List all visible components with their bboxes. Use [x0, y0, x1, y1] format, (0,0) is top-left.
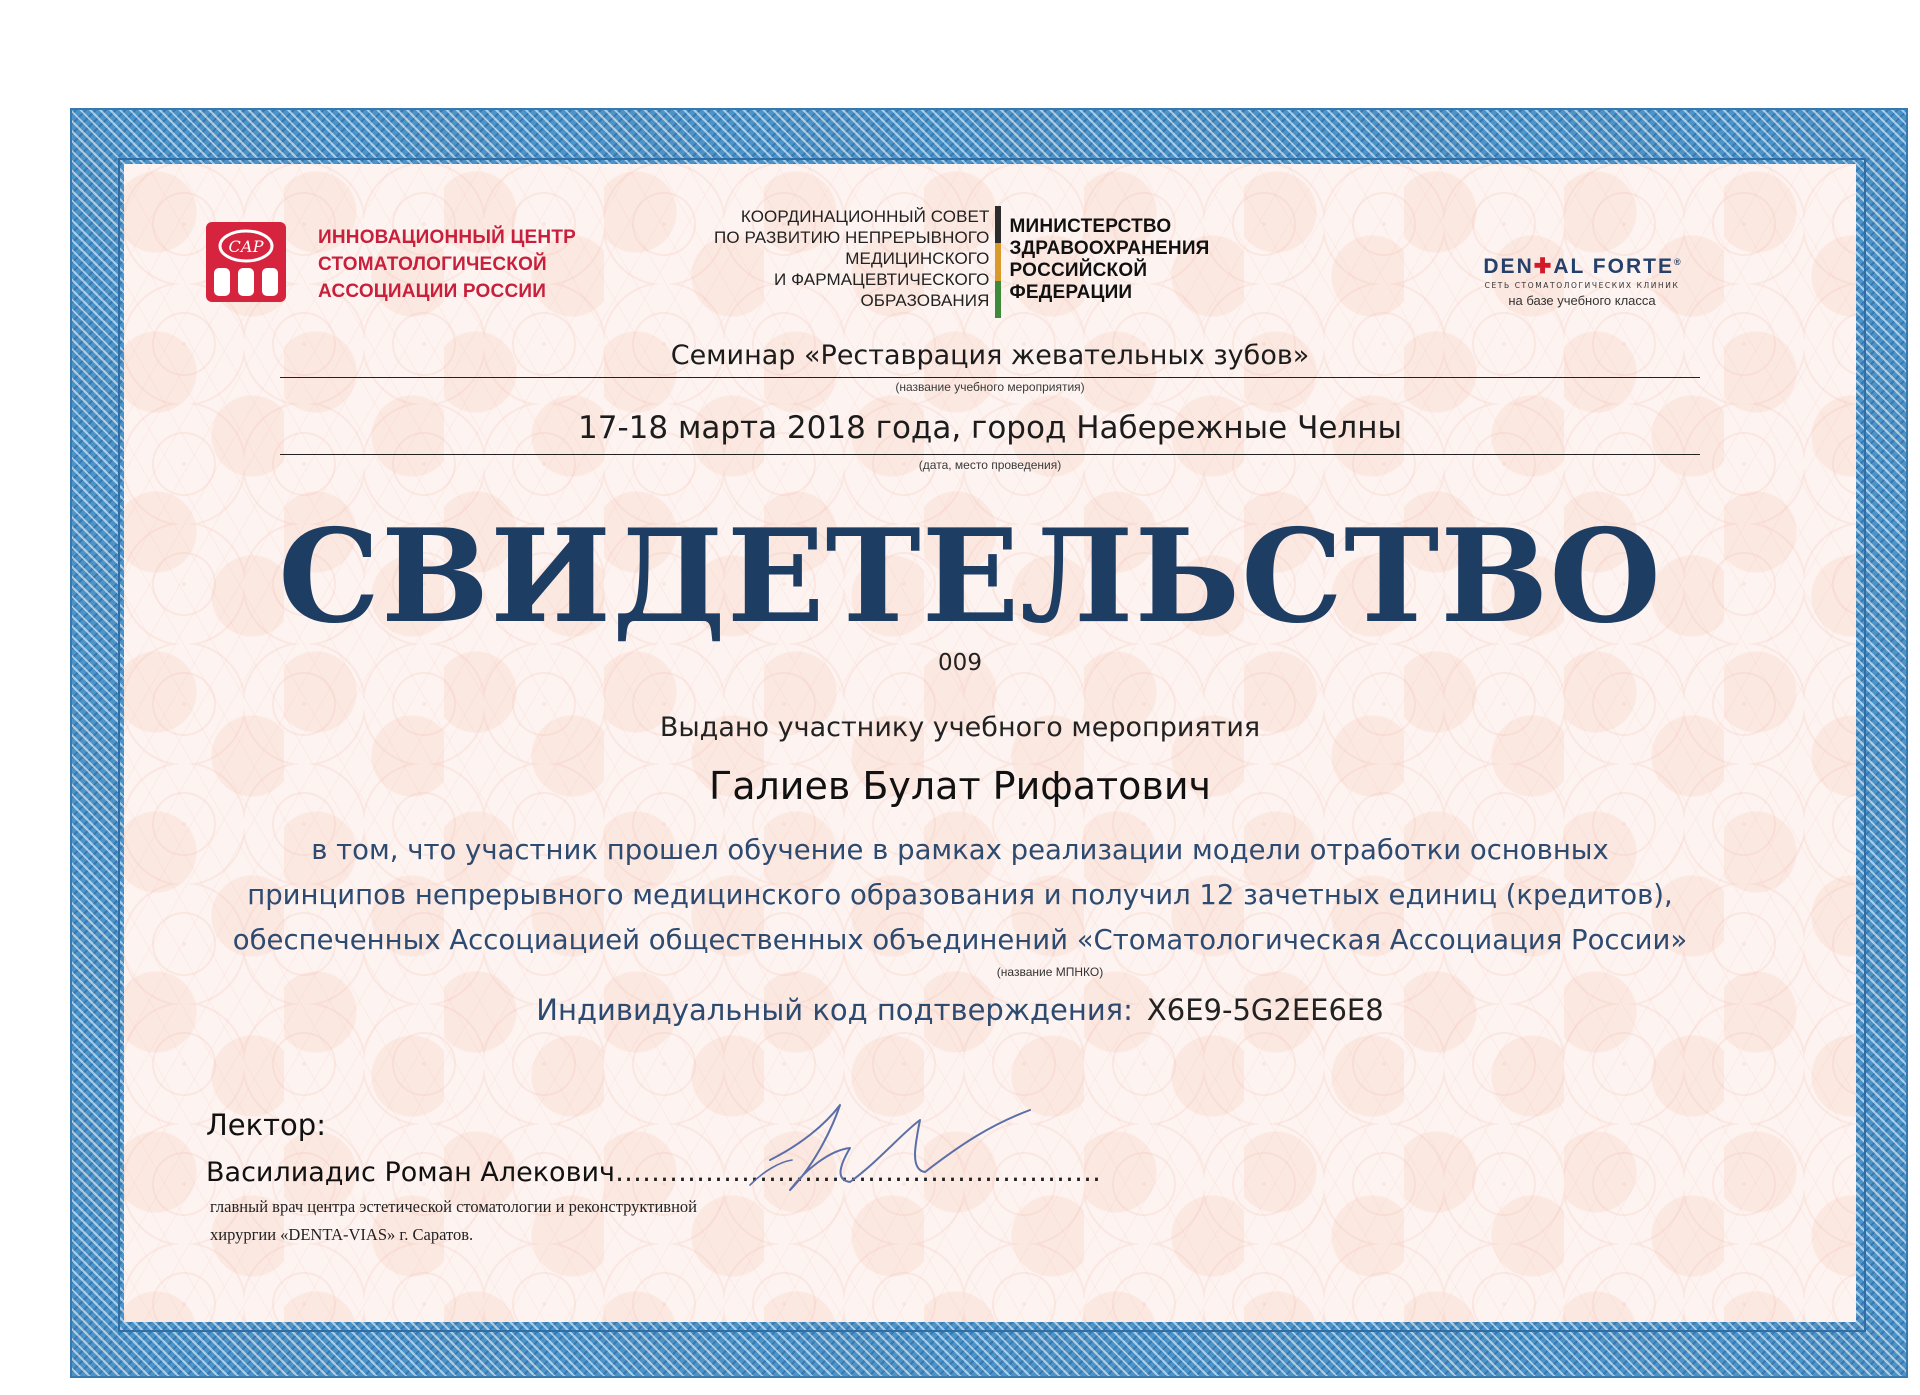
- council-ministry-logo: [714, 206, 1210, 318]
- ministry-name: [1001, 206, 1209, 318]
- sar-emblem-icon: [206, 222, 286, 302]
- confirmation-code-label: Индивидуальный код подтверждения:: [536, 993, 1133, 1027]
- logo-line: СТОМАТОЛОГИЧЕСКОЙ: [318, 254, 547, 275]
- body-line: в том, что участник прошел обучение в рамках реализации модели отработки основных: [311, 834, 1609, 866]
- ministry-line: ЗДРАВООХРАНЕНИЯ: [1009, 238, 1210, 259]
- dental-forte-base: на базе учебного класса: [1508, 293, 1656, 308]
- council-line: ОБРАЗОВАНИЯ: [860, 291, 990, 310]
- body-line: принципов непрерывного медицинского образования и получил 12 зачетных единиц (кредитов),: [247, 879, 1673, 911]
- date-place: 17-18 марта 2018 года, город Набережные Челны: [578, 410, 1402, 446]
- confirmation-code: X6E9-5G2EE6E8: [1146, 993, 1384, 1027]
- lecturer-description-line: хирургии «DENTA-VIAS» г. Саратов.: [210, 1225, 474, 1244]
- ministry-line: МИНИСТЕРСТВО: [1009, 216, 1172, 237]
- logo-line: АССОЦИАЦИИ РОССИИ: [318, 281, 547, 302]
- certificate-title: СВИДЕТЕЛЬСТВО: [278, 502, 1662, 652]
- red-cross-icon: ✚: [1533, 255, 1554, 278]
- lecturer-name: Василиадис Роман Алекович: [206, 1157, 615, 1188]
- council-line: ПО РАЗВИТИЮ НЕПРЕРЫВНОГО: [714, 228, 990, 247]
- council-line: КООРДИНАЦИОННЫЙ СОВЕТ: [740, 207, 990, 226]
- ministry-line: ФЕДЕРАЦИИ: [1009, 282, 1133, 303]
- dental-forte-subtitle: СЕТЬ СТОМАТОЛОГИЧЕСКИХ КЛИНИК: [1484, 281, 1680, 290]
- seminar-caption: (название учебного мероприятия): [895, 380, 1085, 394]
- seminar-field: [280, 340, 1700, 394]
- date-place-field: [280, 410, 1700, 472]
- council-line: И ФАРМАЦЕВТИЧЕСКОГО: [774, 270, 990, 289]
- innovation-center-name: [318, 224, 576, 305]
- participant-name: Галиев Булат Рифатович: [709, 764, 1211, 808]
- handwritten-signature: [730, 1090, 1050, 1200]
- innovation-center-logo: [206, 222, 576, 305]
- svg-text:САР: САР: [228, 237, 264, 256]
- logo-line: ИННОВАЦИОННЫЙ ЦЕНТР: [318, 227, 577, 248]
- council-line: МЕДИЦИНСКОГО: [845, 249, 990, 268]
- certificate-body: [180, 828, 1740, 963]
- signature-dots: ………………………………………………: [614, 1157, 1101, 1188]
- body-line: обеспеченных Ассоциацией общественных объединений «Стоматологическая Ассоциация России»: [232, 924, 1688, 956]
- dental-forte-brand: DEN✚AL FORTE®: [1483, 255, 1681, 278]
- seminar-underline: [280, 377, 1700, 378]
- lecturer-description-line: главный врач центра эстетической стоматологии и реконструктивной: [210, 1197, 697, 1216]
- ministry-line: РОССИЙСКОЙ: [1009, 260, 1148, 281]
- lecturer-description: [210, 1193, 850, 1249]
- date-place-caption: (дата, место проведения): [918, 458, 1062, 472]
- dental-forte-logo: [1470, 254, 1694, 308]
- issued-to-label: Выдано участнику учебного мероприятия: [659, 712, 1261, 743]
- seminar-name: Семинар «Реставрация жевательных зубов»: [670, 340, 1310, 371]
- date-place-underline: [280, 454, 1700, 455]
- certificate-number: 009: [938, 650, 982, 676]
- mpnko-caption: (название МПНКО): [996, 965, 1104, 979]
- lecturer-label: Лектор:: [206, 1108, 326, 1142]
- confirmation-code-row: [400, 993, 1520, 1027]
- council-name: [714, 206, 995, 318]
